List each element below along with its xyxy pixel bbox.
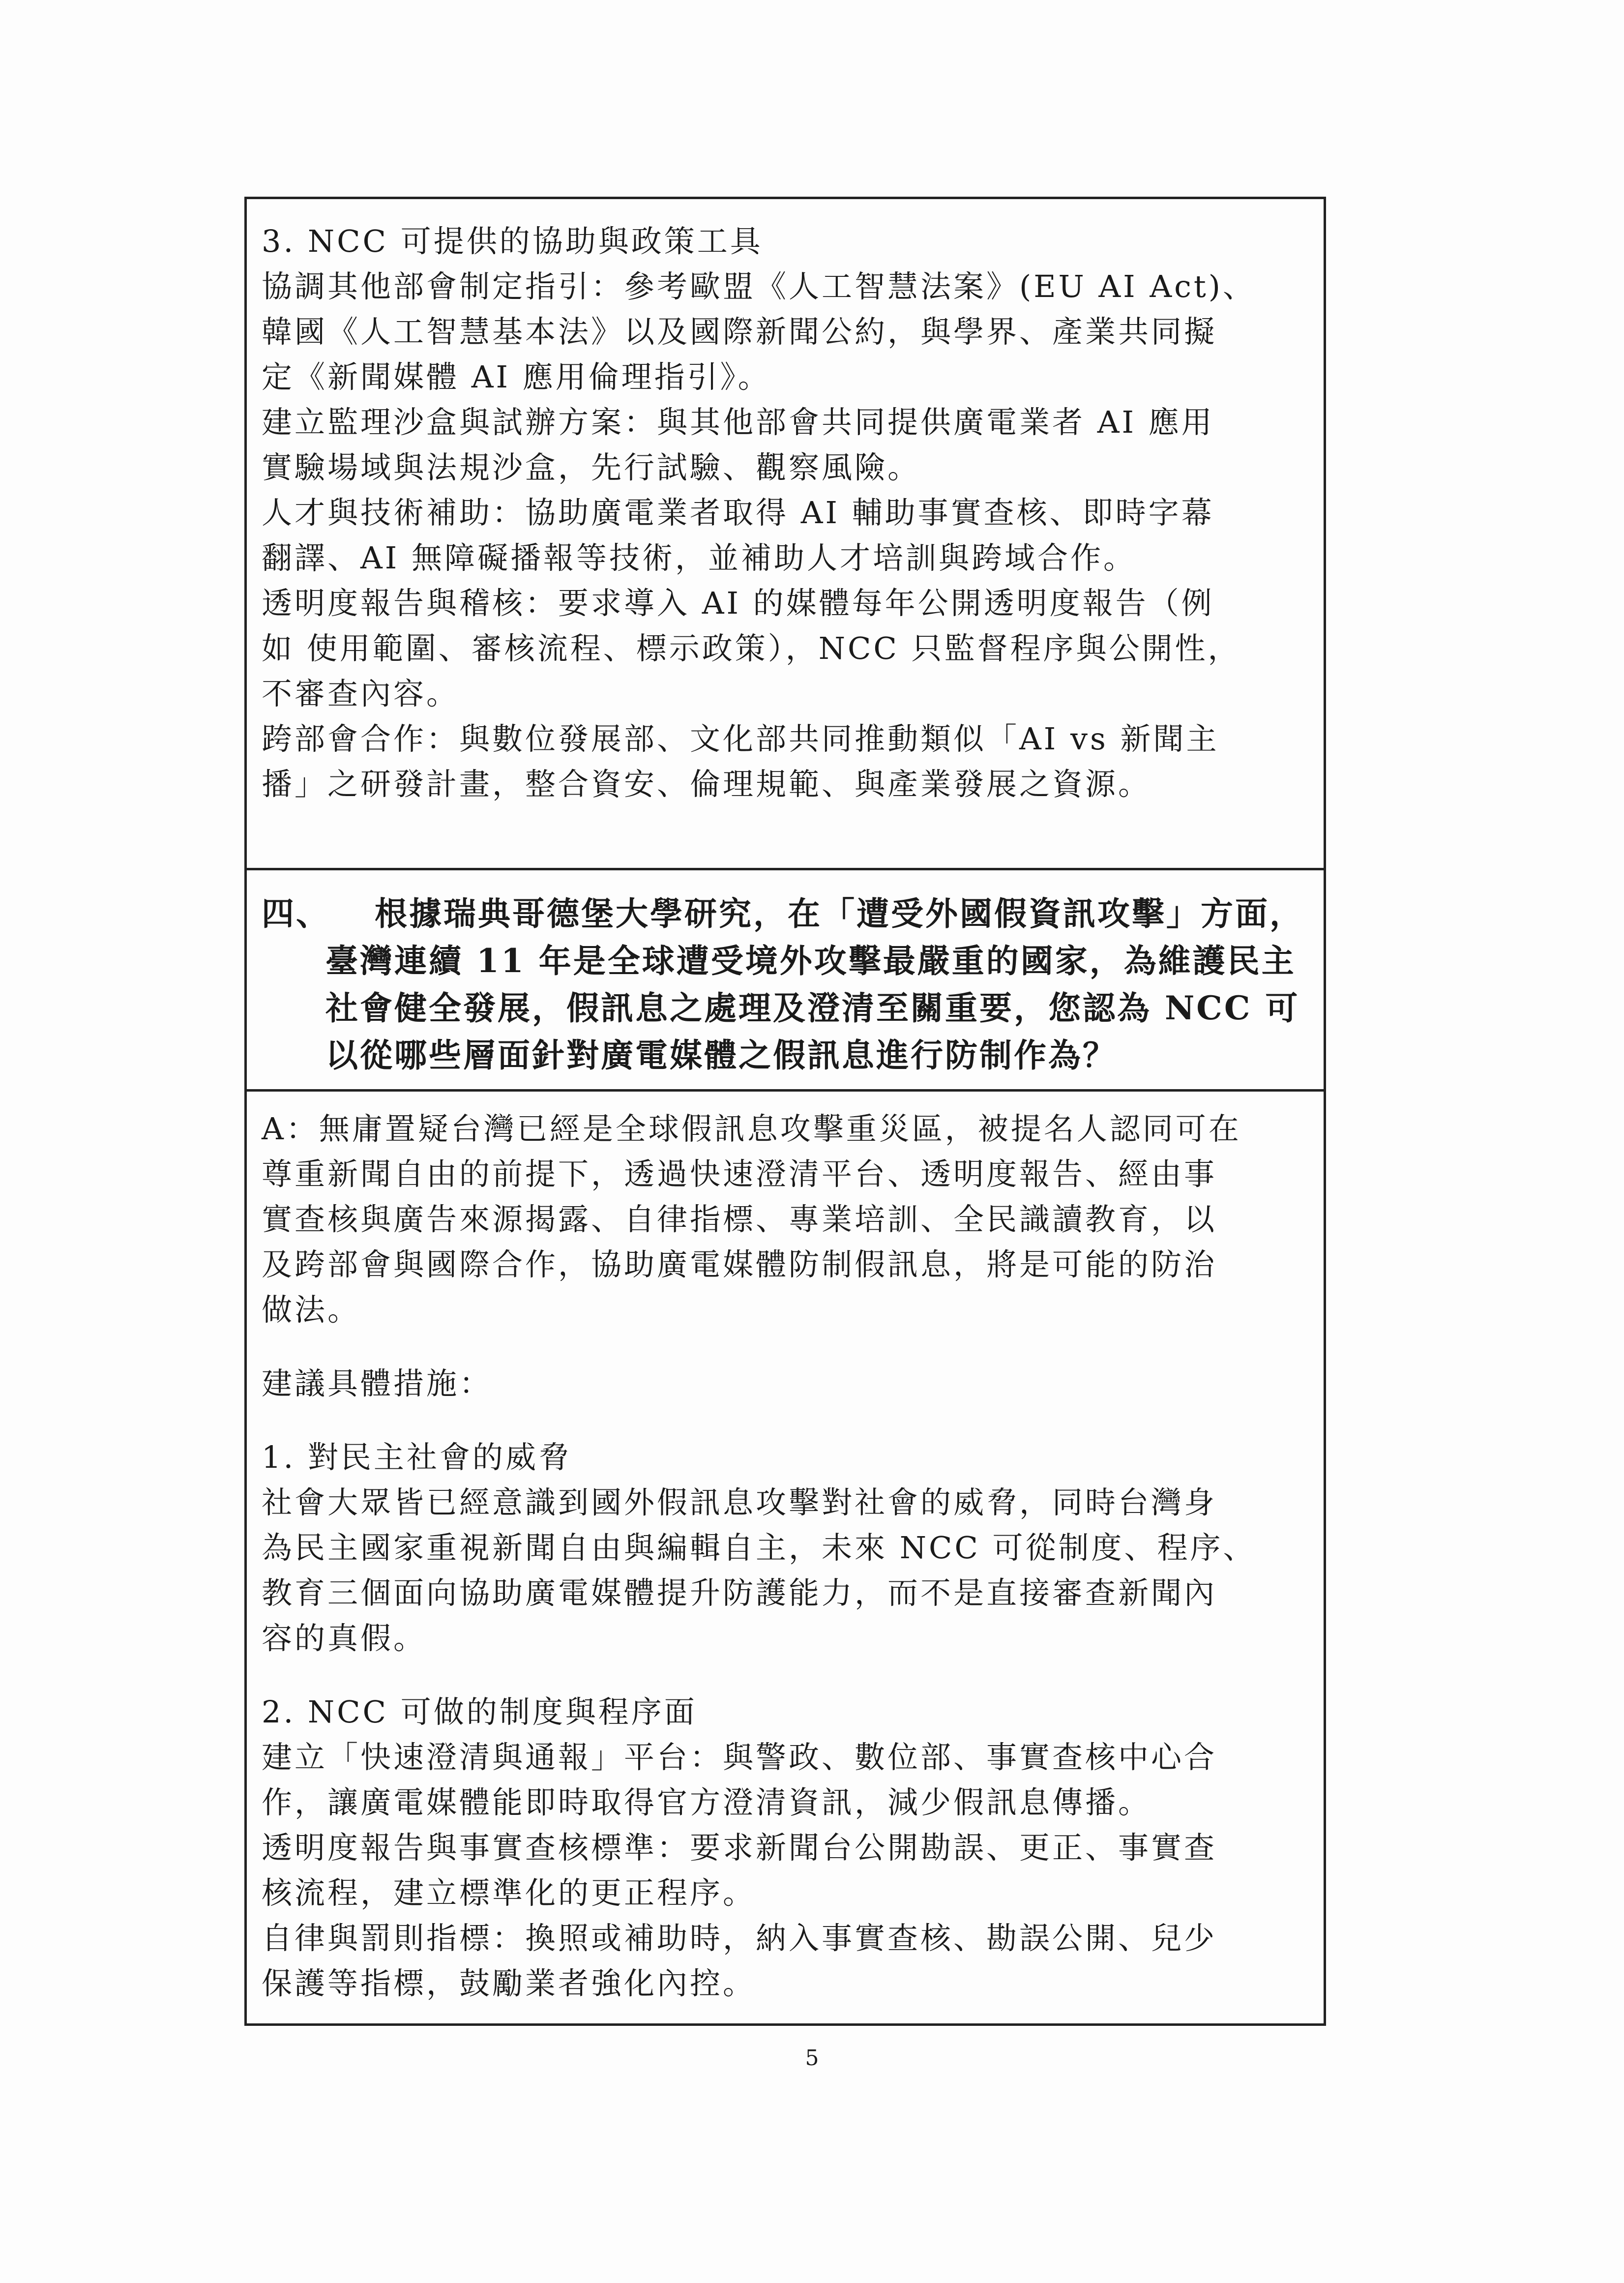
- table-row-divider: [244, 868, 1326, 870]
- section-3-line: 翻譯、AI 無障礙播報等技術，並補助人才培訓與跨域合作。: [262, 540, 1136, 576]
- point-1-title: 1. 對民主社會的威脅: [262, 1439, 571, 1475]
- point-2-line: 保護等指標，鼓勵業者強化內控。: [262, 1965, 756, 2001]
- paragraph-gap: [262, 1406, 1314, 1435]
- page-number: 5: [805, 2046, 819, 2071]
- section-3-line: 建立監理沙盒與試辦方案：與其他部會共同提供廣電業者 AI 應用: [262, 404, 1214, 440]
- answer-intro-line: 尊重新聞自由的前提下，透過快速澄清平台、透明度報告、經由事: [262, 1156, 1217, 1192]
- answer-intro-line: 及跨部會與國際合作，協助廣電媒體防制假訊息，將是可能的防治: [262, 1246, 1217, 1282]
- point-1-line: 社會大眾皆已經意識到國外假訊息攻擊對社會的威脅，同時台灣身: [262, 1484, 1217, 1520]
- question-number: 四、: [262, 894, 330, 933]
- point-1-line: 為民主國家重視新聞自由與編輯自主，未來 NCC 可從制度、程序、: [262, 1530, 1256, 1566]
- section-3-line: 定《新聞媒體 AI 應用倫理指引》。: [262, 359, 771, 395]
- answer-intro-line: A：無庸置疑台灣已經是全球假訊息攻擊重災區，被提名人認同可在: [262, 1111, 1241, 1147]
- section-3-title: 3. NCC 可提供的協助與政策工具: [262, 223, 763, 259]
- question-4-heading: [262, 890, 1314, 1079]
- question-line: 臺灣連續 11 年是全球遭受境外攻擊最嚴重的國家，為維護民主: [325, 942, 1296, 980]
- section-3-line: 韓國《人工智慧基本法》以及國際新聞公約，與學界、產業共同擬: [262, 314, 1217, 350]
- section-3-line: 如 使用範圍、審核流程、標示政策），NCC 只監督程序與公開性，: [262, 630, 1241, 666]
- point-1-line: 容的真假。: [262, 1620, 427, 1656]
- point-2-line: 作，讓廣電媒體能即時取得官方澄清資訊，減少假訊息傳播。: [262, 1784, 1152, 1820]
- section-3-line: 實驗場域與法規沙盒，先行試驗、觀察風險。: [262, 449, 921, 485]
- section-3-line: 播」之研發計畫，整合資安、倫理規範、與產業發展之資源。: [262, 766, 1152, 802]
- section-3-line: 不審查內容。: [262, 676, 460, 712]
- table-row-divider: [244, 1089, 1326, 1092]
- section-3-line: 透明度報告與稽核：要求導入 AI 的媒體每年公開透明度報告（例: [262, 585, 1214, 621]
- point-2-title: 2. NCC 可做的制度與程序面: [262, 1694, 697, 1730]
- section-3-line: 跨部會合作：與數位發展部、文化部共同推動類似「AI vs 新聞主: [262, 721, 1219, 757]
- point-2-line: 透明度報告與事實查核標準：要求新聞台公開勘誤、更正、事實查: [262, 1830, 1217, 1866]
- section-3-line: 人才與技術補助：協助廣電業者取得 AI 輔助事實查核、即時字幕: [262, 495, 1214, 531]
- answer-intro-line: 實查核與廣告來源揭露、自律指標、專業培訓、全民識讀教育，以: [262, 1201, 1217, 1237]
- paragraph-gap: [262, 1333, 1314, 1361]
- answer-intro-line: 做法。: [262, 1292, 361, 1328]
- question-line: 以從哪些層面針對廣電媒體之假訊息進行防制作為？: [325, 1036, 1117, 1074]
- section-3-line: 協調其他部會制定指引：參考歐盟《人工智慧法案》(EU AI Act)、: [262, 268, 1256, 304]
- question-line: 根據瑞典哥德堡大學研究，在「遭受外國假資訊攻擊」方面，: [375, 894, 1304, 933]
- point-1-line: 教育三個面向協助廣電媒體提升防護能力，而不是直接審查新聞內: [262, 1575, 1217, 1611]
- question-text: [325, 890, 1314, 1079]
- point-2-line: 建立「快速澄清與通報」平台：與警政、數位部、事實查核中心合: [262, 1739, 1217, 1775]
- point-2-line: 自律與罰則指標：換照或補助時，納入事實查核、勘誤公開、兒少: [262, 1920, 1217, 1956]
- section-3-block: [262, 219, 1314, 807]
- paragraph-gap: [262, 1661, 1314, 1690]
- question-line: 社會健全發展，假訊息之處理及澄清至關重要，您認為 NCC 可: [325, 989, 1300, 1027]
- answer-4-block: [262, 1106, 1314, 2006]
- measures-title: 建議具體措施：: [262, 1365, 493, 1401]
- point-2-line: 核流程，建立標準化的更正程序。: [262, 1875, 756, 1911]
